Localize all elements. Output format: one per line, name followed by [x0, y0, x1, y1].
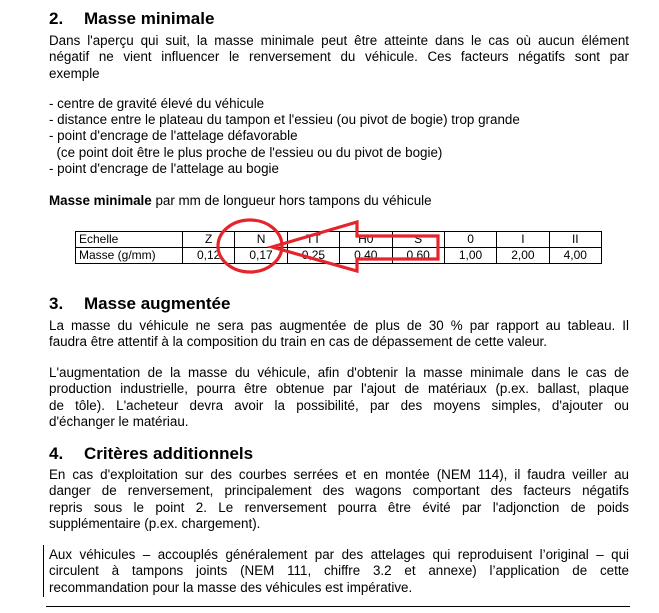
text-line: recommandation pour la masse des véhicules est impérative. — [49, 579, 413, 595]
section-4-title: Critères additionnels — [84, 444, 254, 463]
text-line: L'augmentation de la masse du véhicule, afin d'obtenir la masse minimale dans le cas de — [49, 365, 629, 380]
section-2-number: 2. — [49, 9, 64, 28]
table-cell: 2,00 — [497, 248, 549, 264]
table-cell: 0 — [444, 232, 496, 248]
footer-rule — [46, 606, 630, 607]
table-cell: 0,40 — [340, 248, 392, 264]
text-line: d'échanger le matériau. — [49, 413, 189, 429]
table-cell: 1,00 — [444, 248, 496, 264]
text-line: Dans l'aperçu qui suit, la masse minimale peut être atteinte dans le cas où aucun élément — [49, 33, 629, 48]
text-line: En cas d'exploitation sur des courbes serrées et en montée (NEM 114), il faudra veiller au — [49, 467, 629, 482]
table-caption-bold: Masse minimale — [49, 193, 152, 208]
table-cell: 0,12 — [183, 248, 235, 264]
table-cell: 0,25 — [287, 248, 339, 264]
factor-item: - point d'encrage de l'attelage défavorable — [49, 128, 298, 143]
section-2-intro — [49, 33, 629, 82]
table-caption-text: par mm de longueur hors tampons du véhicule — [151, 193, 432, 208]
table-cell: S — [392, 232, 444, 248]
text-line: supplémentaire (p.ex. chargement). — [49, 515, 261, 531]
text-line: Aux véhicules – accouplés généralement par des attelages qui reproduisent l’original – qui — [49, 547, 629, 562]
section-2-heading — [49, 9, 214, 29]
section-4-heading — [49, 444, 253, 464]
factor-item: - point d'encrage de l'attelage au bogie — [49, 161, 279, 176]
text-line: La masse du véhicule ne sera pas augmentée de plus de 30 % par rapport au tableau. Il — [49, 318, 629, 333]
text-line: danger de renversement, principalement des wagons comportant des facteurs négatifs — [49, 483, 629, 499]
text-line: exemple — [49, 65, 100, 81]
table-caption — [49, 193, 432, 209]
table-header-row — [76, 232, 602, 248]
table-cell: 0,17 — [235, 248, 287, 264]
text-line: circulent à tampons joints (NEM 111, chiffre 3.2 et annexe) l’application de cette — [49, 563, 629, 579]
section-4-paragraph-1 — [49, 467, 629, 532]
factor-item: - centre de gravité élevé du véhicule — [49, 96, 265, 111]
section-3-heading — [49, 294, 230, 314]
table-cell: N — [235, 232, 287, 248]
text-line: de tôle). L'acheteur devra avoir la possibilité, par des moyens simples, d'ajouter ou — [49, 397, 629, 413]
text-line: faudra être attentif à la composition du train en cas de dépassement de cette valeur. — [49, 334, 547, 350]
table-cell: Masse (g/mm) — [76, 248, 183, 264]
text-line: repris sous le point 2. Le renversement pourra être évité par l'adjonction de poids — [49, 499, 629, 515]
minimum-mass-table — [75, 231, 602, 264]
change-bar — [43, 545, 44, 597]
section-2-title: Masse minimale — [84, 9, 215, 28]
table-cell: Z — [183, 232, 235, 248]
section-3-paragraph-1 — [49, 318, 629, 351]
table-cell: H0 — [340, 232, 392, 248]
table-cell: Echelle — [76, 232, 183, 248]
factor-item: - distance entre le plateau du tampon et l'essieu (ou pivot de bogie) trop grande — [49, 112, 520, 127]
factor-item-note: (ce point doit être le plus proche de l'essieu ou du pivot de bogie) — [49, 145, 443, 160]
text-line: négatif ne vient influencer le renversement du véhicule. Ces facteurs négatifs sont par — [49, 49, 629, 65]
table-cell: TT — [287, 232, 339, 248]
table-cell: 4,00 — [549, 248, 601, 264]
table-cell: II — [549, 232, 601, 248]
section-3-title: Masse augmentée — [84, 294, 231, 313]
section-3-paragraph-2 — [49, 365, 629, 430]
table-cell: I — [497, 232, 549, 248]
table-row — [76, 248, 602, 264]
text-line: production industrielle, pourra être obtenue par l'ajout de matériaux (p.ex. ballast, plaque — [49, 381, 629, 397]
section-4-paragraph-2 — [49, 547, 629, 596]
section-3-number: 3. — [49, 294, 64, 313]
table-cell: 0,60 — [392, 248, 444, 264]
section-4-number: 4. — [49, 444, 64, 463]
